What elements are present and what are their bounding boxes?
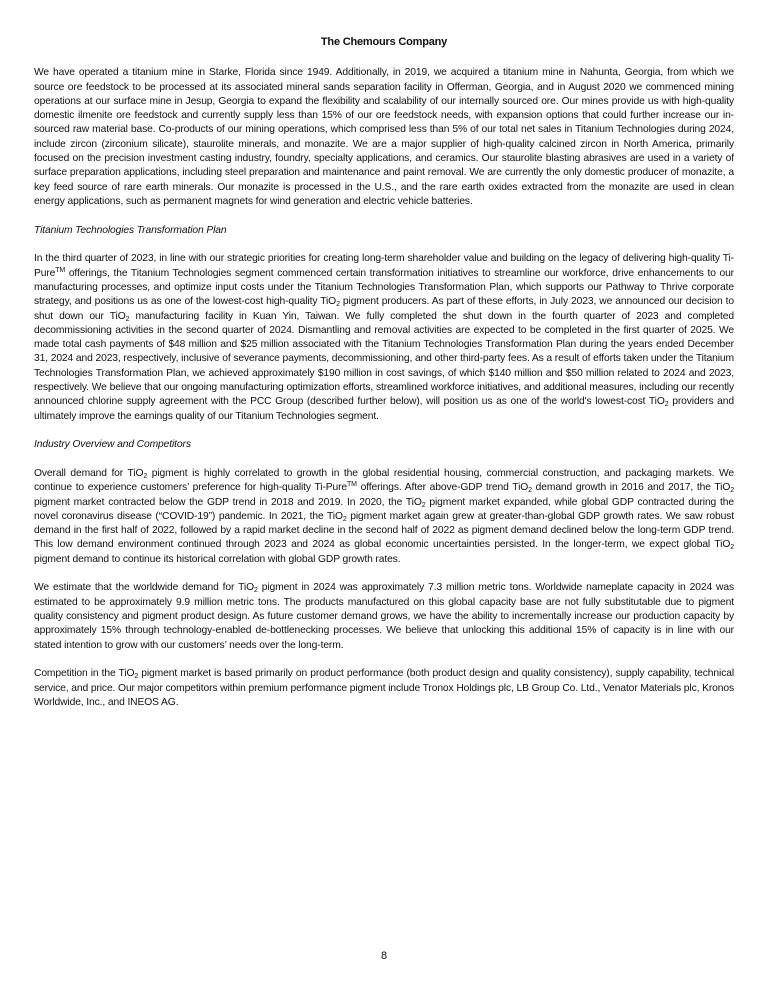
document-page [34, 35, 734, 725]
industry-demand-paragraph: Overall demand for TiO$_2$ pigment is highly correlated to growth in the global residential housing, commercial construction, and packaging markets. We continue to experience customers’ preference for high-quality Ti-Pure™ offerings. After above-GDP trend TiO$_2$ demand growth in 2016 and 2017, the TiO$_2$ pigment market contracted below the GDP trend in 2018 and 2019. In 2020, the TiO$_2$ pigment market expanded, while global GDP contracted during the novel coronavirus disease (“COVID-19”) pandemic. In 2021, the TiO$_2$ pigment market again grew at greater-than-global GDP growth rates. We saw robust demand in the first half of 2022, followed by a rapid market decline in the second half of 2022 as pigment demand declined below the long-term GDP trend. This low demand environment continued through 2023 and 2024 as global economic uncertainties persisted. In the longer-term, we expect global TiO$_2$ pigment demand to continue its historical correlation with global GDP growth rates. [34, 467, 735, 565]
competition-paragraph: Competition in the TiO$_2$ pigment market is based primarily on product performance (both product design and quality consistency), supply capability, technical service, and price. Our major competitors within premium performance pigment include Tronox Holdings plc, LB Group Co. Ltd., Venator Materials plc, Kronos Worldwide, Inc., and INEOS AG. [34, 668, 734, 708]
intro-paragraph: We have operated a titanium mine in Starke, Florida since 1949. Additionally, in 2019, we acquired a titanium mine in Nahunta, Georgia, from which we source ore feedstock to be processed at its associated mineral sands separation facility in Offerman, Georgia, and in August 2020 we commenced mining operations at our surface mine in Jesup, Georgia to expand the flexibility and scalability of our internally sourced ore. Our mines provide us with high-quality domestic ilmenite ore feedstock and currently supply less than 15% of our ore feedstock needs, with expansion options that could further increase our in-sourced raw material base. Co-products of our mining operations, which comprised less than 5% of our total net sales in Titanium Technologies during 2024, include zircon (zirconium silicate), staurolite minerals, and monazite. We are a major supplier of high-quality calcined zircon in North America, primarily focused on the precision investment casting industry, foundry, specialty applications, and ceramics. Our staurolite blasting abrasives are used in a variety of surface preparation applications, including steel preparation and maintenance and paint removal. We are currently the only domestic producer of monazite, a key feed source of rare earth minerals. Our monazite is processed in the U.S., and the rare earth oxides extracted from the monazite are used in clean energy applications, such as permanent magnets for wind generation and electric vehicle batteries. [34, 67, 734, 207]
section-title-transformation-plan: Titanium Technologies Transformation Plan [34, 224, 227, 236]
page-header: The Chemours Company [320, 36, 448, 48]
capacity-paragraph: We estimate that the worldwide demand for TiO$_2$ pigment in 2024 was approximately 7.3 million metric tons. Worldwide nameplate capacity in 2024 was estimated to be approximately 9.9 million metric tons. The products manufactured on this global capacity base are not fully substitutable due to pigment quality consistency and pigment product design. As future customer demand grows, we have the ability to incrementally increase our production capacity by approximately 15% through technology-enabled de-bottlenecking processes. We believe that unlocking this additional 15% of capacity is in line with our stated intention to grow with our customers’ needs over the long-term. [34, 582, 734, 651]
section-title-industry-overview: Industry Overview and Competitors [34, 439, 191, 451]
page-number: 8 [380, 950, 388, 962]
transformation-plan-paragraph: In the third quarter of 2023, in line with our strategic priorities for creating long-term shareholder value and building on the legacy of delivering high-quality Ti-Pure™ offerings, the Titanium Technologies segment commenced certain transformation initiatives to streamline our workforce, drive enhancements to our manufacturing processes, and optimize input costs under the Titanium Technologies Transformation Plan, which supports our Pathway to Thrive corporate strategy, and positions us as one of the lowest-cost high-quality TiO$_2$ pigment producers. As part of these efforts, in July 2023, we announced our decision to shut down our TiO$_2$ manufacturing facility in Kuan Yin, Taiwan. We fully completed the shut down in the fourth quarter of 2023 and completed decommissioning activities in the second quarter of 2024. Dismantling and removal activities are expected to be completed in the first quarter of 2025. We made total cash payments of $48 million and $25 million associated with the Titanium Technologies Transformation Plan during the years ended December 31, 2024 and 2023, respectively, inclusive of severance payments, decommissioning, and other third-party fees. As a result of efforts taken under the Titanium Technologies Transformation Plan, we achieved approximately $190 million in cost savings, of which $140 million and $50 million related to 2024 and 2023, respectively. We believe that our ongoing manufacturing optimization efforts, streamlined workforce initiatives, and additional measures, including our recently announced chlorine supply agreement with the PCC Group (described further below), will position us as one of the world's lowest-cost TiO$_2$ providers and ultimately improve the earnings quality of our Titanium Technologies segment. [34, 253, 734, 422]
